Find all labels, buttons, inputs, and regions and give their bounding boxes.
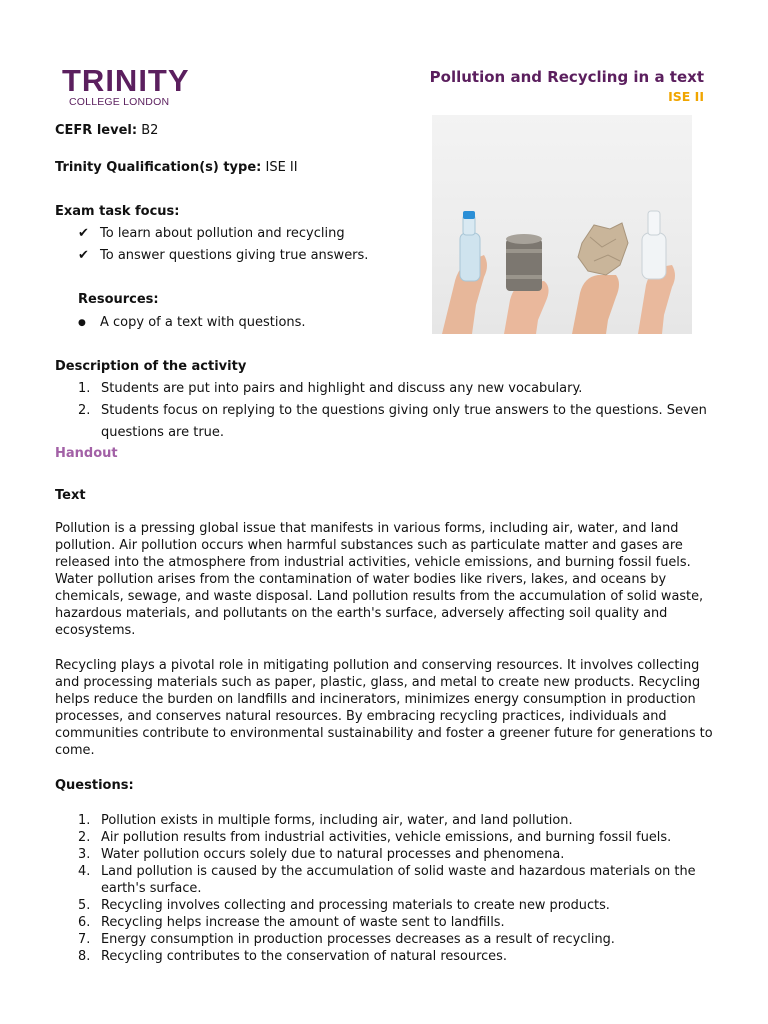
bullet-icon: ● bbox=[78, 318, 86, 328]
question-item: 2. Air pollution results from industrial activities, vehicle emissions, and burning fossil fuels. bbox=[78, 829, 718, 846]
questions-heading: Questions: bbox=[55, 778, 134, 793]
qualification-value: ISE II bbox=[265, 160, 298, 175]
hand-paper-illustration bbox=[572, 223, 628, 334]
text-paragraph: Pollution is a pressing global issue that manifests in various forms, including air, water, and land pollution. Air pollution occurs when harmful substances such as particulate matter and gases are released into the atmosphere from industrial activities, vehicle emissions, and burning fossil fuels. Water pollution arises from the contamination of water bodies like rivers, lakes, and oceans by chemicals, sewage, and waste disposal. Land pollution results from the accumulation of solid waste, hazardous materials, and pollutants on the earth's surface, adversely affecting soil quality and ecosystems. bbox=[55, 521, 704, 638]
question-text: Pollution exists in multiple forms, including air, water, and land pollution. bbox=[101, 813, 573, 828]
focus-item-text: To learn about pollution and recycling bbox=[100, 226, 345, 241]
exam-focus-heading: Exam task focus: bbox=[55, 204, 180, 219]
logo-subtitle: COLLEGE LONDON bbox=[69, 96, 170, 108]
question-text: Air pollution results from industrial activities, vehicle emissions, and burning fossil fuels. bbox=[101, 830, 672, 845]
focus-item-text: To answer questions giving true answers. bbox=[100, 248, 369, 263]
activity-step: 1. Students are put into pairs and highlight and discuss any new vocabulary. bbox=[78, 378, 711, 400]
activity-step-text: Students focus on replying to the questions giving only true answers to the questions. Seven questions are true. bbox=[101, 403, 707, 440]
hand-glass-illustration bbox=[638, 211, 675, 334]
hand-bottle-illustration bbox=[442, 211, 487, 334]
recycling-hands-photo bbox=[432, 115, 692, 334]
question-item: 3. Water pollution occurs solely due to natural processes and phenomena. bbox=[78, 846, 718, 863]
qualification-line bbox=[55, 159, 298, 176]
questions-list bbox=[78, 812, 718, 965]
logo-wordmark: TRINITY bbox=[62, 63, 190, 98]
question-item: 1. Pollution exists in multiple forms, including air, water, and land pollution. bbox=[78, 812, 718, 829]
question-text: Energy consumption in production processes decreases as a result of recycling. bbox=[101, 932, 615, 947]
question-text: Water pollution occurs solely due to natural processes and phenomena. bbox=[101, 847, 565, 862]
cefr-level-label: CEFR level: bbox=[55, 123, 138, 138]
focus-item bbox=[78, 225, 345, 242]
check-icon: ✔ bbox=[78, 226, 89, 241]
cefr-level-line bbox=[55, 122, 158, 139]
question-text: Recycling helps increase the amount of waste sent to landfills. bbox=[101, 915, 505, 930]
document-level: ISE II bbox=[668, 89, 704, 104]
question-item: 5. Recycling involves collecting and processing materials to create new products. bbox=[78, 897, 718, 914]
check-icon: ✔ bbox=[78, 248, 89, 263]
activity-heading: Description of the activity bbox=[55, 359, 247, 374]
question-item: 6. Recycling helps increase the amount of waste sent to landfills. bbox=[78, 914, 718, 931]
qualification-label: Trinity Qualification(s) type: bbox=[55, 160, 262, 175]
document-title: Pollution and Recycling in a text bbox=[429, 68, 704, 86]
question-item: 7. Energy consumption in production processes decreases as a result of recycling. bbox=[78, 931, 718, 948]
question-item: 8. Recycling contributes to the conservation of natural resources. bbox=[78, 948, 718, 965]
text-paragraph: Recycling plays a pivotal role in mitigating pollution and conserving resources. It involves collecting and processing materials such as paper, plastic, glass, and metal to create new products. Recycling helps reduce the burden on landfills and incinerators, minimizes energy consumption in production processes, and conserves natural resources. By embracing recycling practices, individuals and communities contribute to environmental sustainability and foster a greener future for generations to come. bbox=[55, 658, 713, 758]
focus-item bbox=[78, 247, 368, 264]
hand-can-illustration bbox=[504, 234, 549, 334]
text-heading: Text bbox=[55, 488, 86, 503]
resource-item bbox=[78, 314, 306, 332]
activity-step: 2. Students focus on replying to the questions giving only true answers to the questions. Seven questions are true. bbox=[78, 400, 711, 444]
handout-label: Handout bbox=[55, 446, 118, 461]
question-item: 4. Land pollution is caused by the accumulation of solid waste and hazardous materials on the earth's surface. bbox=[78, 863, 718, 897]
question-text: Recycling involves collecting and processing materials to create new products. bbox=[101, 898, 610, 913]
cefr-level-value: B2 bbox=[141, 123, 159, 138]
question-text: Land pollution is caused by the accumulation of solid waste and hazardous materials on the earth's surface. bbox=[101, 864, 696, 896]
trinity-logo bbox=[62, 63, 190, 108]
resource-item-text: A copy of a text with questions. bbox=[100, 315, 306, 330]
activity-step-text: Students are put into pairs and highlight and discuss any new vocabulary. bbox=[101, 381, 583, 396]
resources-heading: Resources: bbox=[78, 292, 159, 307]
question-text: Recycling contributes to the conservation of natural resources. bbox=[101, 949, 507, 964]
